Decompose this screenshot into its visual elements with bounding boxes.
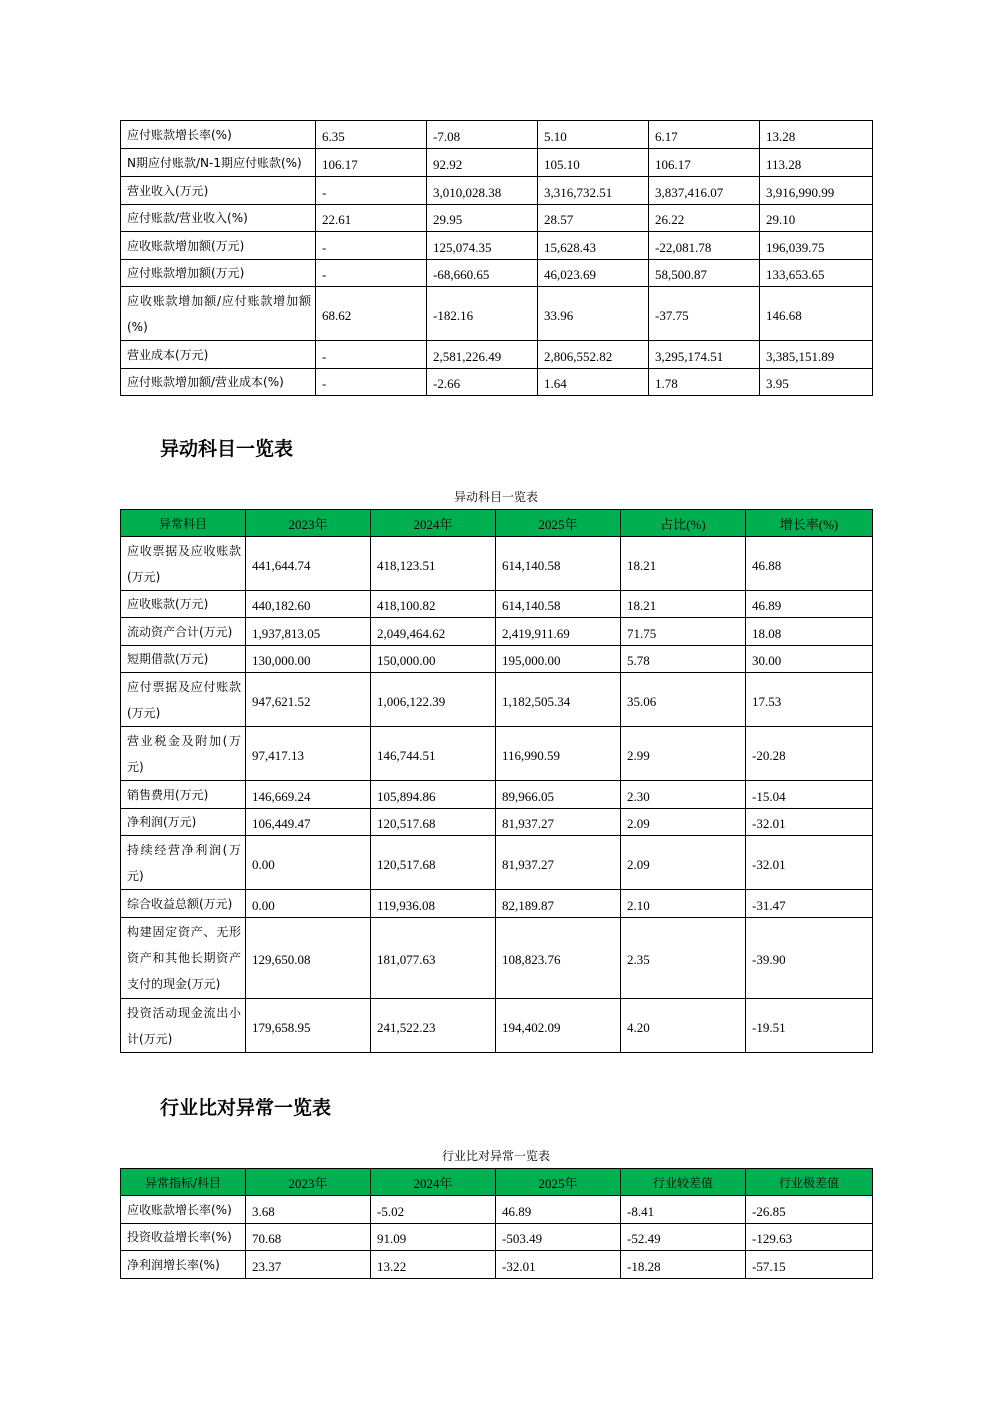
table-row [121,121,873,149]
table-cell: -20.28 [746,727,873,781]
table-cell: 1,006,122.39 [371,673,496,727]
table-cell: 68.62 [316,287,427,341]
table-cell: -18.28 [621,1251,746,1279]
table-cell: 947,621.52 [246,673,371,727]
table-cell: 3,385,151.89 [760,341,873,369]
table-cell: 440,182.60 [246,591,371,618]
table-cell: 33.96 [538,287,649,341]
table-cell: 2.99 [621,727,746,781]
table-cell: 81,937.27 [496,809,621,836]
row-label: 投资收益增长率(%) [121,1224,246,1251]
table-cell: 46.89 [496,1196,621,1224]
column-header: 行业较差值 [621,1169,746,1196]
table-cell: 146.68 [760,287,873,341]
table-cell: -19.51 [746,999,873,1053]
table-cell: - [316,177,427,205]
table-cell: 195,000.00 [496,646,621,673]
table-cell: 1.64 [538,369,649,396]
row-label: 投资活动现金流出小计(万元) [121,999,246,1053]
table-cell: 46,023.69 [538,260,649,287]
column-header: 行业极差值 [746,1169,873,1196]
table-cell: 6.35 [316,121,427,149]
table-row [121,673,873,727]
table-cell: 81,937.27 [496,836,621,890]
table-cell: 70.68 [246,1224,371,1251]
table-caption-industry-comparison: 行业比对异常一览表 [441,1149,550,1163]
top-data-table [120,120,873,396]
table-cell: 2.09 [621,809,746,836]
table-cell: 129,650.08 [246,918,371,999]
table-row [121,287,873,341]
table-cell: 1,937,813.05 [246,618,371,646]
table-cell: 0.00 [246,836,371,890]
table-cell: 3,010,028.38 [427,177,538,205]
table-cell: 418,100.82 [371,591,496,618]
table-cell: 196,039.75 [760,232,873,260]
table-row [121,537,873,591]
row-label: 应收账款增加额(万元) [121,232,316,260]
table-cell: 29.10 [760,205,873,232]
row-label: 应付账款增长率(%) [121,121,316,149]
industry-comparison-table [120,1168,873,1279]
table-row [121,591,873,618]
column-header: 2025年 [496,1169,621,1196]
table-cell: 23.37 [246,1251,371,1279]
table-cell: 2,049,464.62 [371,618,496,646]
row-label: 应付账款/营业收入(%) [121,205,316,232]
table-cell: 146,669.24 [246,781,371,809]
row-label: 构建固定资产、无形资产和其他长期资产支付的现金(万元) [121,918,246,999]
table-row [121,341,873,369]
table-cell: 116,990.59 [496,727,621,781]
table-row [121,809,873,836]
row-label: 应收账款增加额/应付账款增加额(%) [121,287,316,341]
table-cell: -182.16 [427,287,538,341]
table-row [121,727,873,781]
table-cell: 6.17 [649,121,760,149]
table-cell: 71.75 [621,618,746,646]
table-cell: -5.02 [371,1196,496,1224]
table-cell: 13.22 [371,1251,496,1279]
table-cell: 105.10 [538,149,649,177]
table-cell: 179,658.95 [246,999,371,1053]
table-cell: 58,500.87 [649,260,760,287]
row-label: 应收票据及应收账款(万元) [121,537,246,591]
table-row [121,618,873,646]
row-label: 应付票据及应付账款(万元) [121,673,246,727]
table-cell: - [316,369,427,396]
table-cell: 105,894.86 [371,781,496,809]
table-cell: 614,140.58 [496,591,621,618]
table-cell: 97,417.13 [246,727,371,781]
table-cell: 194,402.09 [496,999,621,1053]
table-cell: 18.21 [621,537,746,591]
table-cell: 130,000.00 [246,646,371,673]
table-cell: 29.95 [427,205,538,232]
table-cell: 15,628.43 [538,232,649,260]
table-cell: 146,744.51 [371,727,496,781]
table-cell: 3.68 [246,1196,371,1224]
column-header: 增长率(%) [746,510,873,537]
table-cell: 2,419,911.69 [496,618,621,646]
table-cell: -15.04 [746,781,873,809]
column-header: 2024年 [371,510,496,537]
table-cell: 18.08 [746,618,873,646]
row-label: 营业收入(万元) [121,177,316,205]
table-cell: 26.22 [649,205,760,232]
table-cell: 125,074.35 [427,232,538,260]
table-cell: 133,653.65 [760,260,873,287]
table-row [121,890,873,918]
table-caption-anomaly-items: 异动科目一览表 [453,490,538,504]
column-header: 2024年 [371,1169,496,1196]
row-label: 综合收益总额(万元) [121,890,246,918]
table-row [121,1224,873,1251]
row-label: 应收账款(万元) [121,591,246,618]
table-cell: - [316,341,427,369]
table-row [121,205,873,232]
table-cell: 46.89 [746,591,873,618]
table-cell: 2,806,552.82 [538,341,649,369]
table-cell: 2.09 [621,836,746,890]
column-header: 2023年 [246,1169,371,1196]
table-cell: -503.49 [496,1224,621,1251]
table-cell: 92.92 [427,149,538,177]
table-cell: -7.08 [427,121,538,149]
table-cell: 106.17 [649,149,760,177]
section-heading-anomaly-items: 异动科目一览表 [160,438,294,460]
row-label: 营业税金及附加(万元) [121,727,246,781]
table-cell: 241,522.23 [371,999,496,1053]
table-cell: -57.15 [746,1251,873,1279]
table-cell: 1,182,505.34 [496,673,621,727]
table-cell: 108,823.76 [496,918,621,999]
row-label: 应收账款增长率(%) [121,1196,246,1224]
table-cell: 18.21 [621,591,746,618]
section-heading-industry-comparison: 行业比对异常一览表 [160,1097,332,1119]
table-cell: 13.28 [760,121,873,149]
table-cell: 150,000.00 [371,646,496,673]
table-cell: 418,123.51 [371,537,496,591]
column-header: 2023年 [246,510,371,537]
table-cell: 2.35 [621,918,746,999]
table-cell: 5.10 [538,121,649,149]
table-cell: -26.85 [746,1196,873,1224]
table-cell: -22,081.78 [649,232,760,260]
table-cell: 0.00 [246,890,371,918]
table-cell: -31.47 [746,890,873,918]
table-cell: -39.90 [746,918,873,999]
table-row [121,232,873,260]
table-cell: -129.63 [746,1224,873,1251]
row-label: 销售费用(万元) [121,781,246,809]
table-cell: 3.95 [760,369,873,396]
column-header: 异常科目 [121,510,246,537]
table-cell: -52.49 [621,1224,746,1251]
table-cell: 3,916,990.99 [760,177,873,205]
table-cell: -2.66 [427,369,538,396]
table-cell: 91.09 [371,1224,496,1251]
table-cell: -32.01 [496,1251,621,1279]
table-cell: 113.28 [760,149,873,177]
table-cell: 181,077.63 [371,918,496,999]
table-cell: 82,189.87 [496,890,621,918]
row-label: 净利润(万元) [121,809,246,836]
row-label: 营业成本(万元) [121,341,316,369]
table-row [121,646,873,673]
table-row [121,836,873,890]
column-header: 异常指标/科目 [121,1169,246,1196]
table-cell: 1.78 [649,369,760,396]
table-cell: 5.78 [621,646,746,673]
table-cell: - [316,232,427,260]
table-cell: 4.20 [621,999,746,1053]
row-label: 应付账款增加额/营业成本(%) [121,369,316,396]
table-cell: - [316,260,427,287]
column-header: 2025年 [496,510,621,537]
table-cell: 3,316,732.51 [538,177,649,205]
table-cell: 17.53 [746,673,873,727]
table-cell: 89,966.05 [496,781,621,809]
anomaly-items-table [120,509,873,1053]
column-header: 占比(%) [621,510,746,537]
table-cell: 106.17 [316,149,427,177]
table-cell: 120,517.68 [371,836,496,890]
row-label: 应付账款增加额(万元) [121,260,316,287]
table-cell: -32.01 [746,809,873,836]
table-row [121,260,873,287]
table-row [121,918,873,999]
row-label: 持续经营净利润(万元) [121,836,246,890]
table-cell: 30.00 [746,646,873,673]
table-cell: -32.01 [746,836,873,890]
table-row [121,999,873,1053]
row-label: 短期借款(万元) [121,646,246,673]
table-cell: 119,936.08 [371,890,496,918]
table-cell: 106,449.47 [246,809,371,836]
table-cell: -68,660.65 [427,260,538,287]
table-cell: 2.10 [621,890,746,918]
table-row [121,1251,873,1279]
table-cell: 3,295,174.51 [649,341,760,369]
table-cell: 28.57 [538,205,649,232]
table-cell: 3,837,416.07 [649,177,760,205]
table-row [121,1196,873,1224]
table-cell: 614,140.58 [496,537,621,591]
row-label: 净利润增长率(%) [121,1251,246,1279]
table-row [121,149,873,177]
table-cell: 2,581,226.49 [427,341,538,369]
table-cell: 46.88 [746,537,873,591]
row-label: N期应付账款/N-1期应付账款(%) [121,149,316,177]
table-row [121,369,873,396]
table-cell: 120,517.68 [371,809,496,836]
table-cell: 441,644.74 [246,537,371,591]
table-row [121,781,873,809]
row-label: 流动资产合计(万元) [121,618,246,646]
table-cell: 22.61 [316,205,427,232]
table-cell: 35.06 [621,673,746,727]
table-cell: -8.41 [621,1196,746,1224]
table-cell: -37.75 [649,287,760,341]
table-cell: 2.30 [621,781,746,809]
table-row [121,177,873,205]
